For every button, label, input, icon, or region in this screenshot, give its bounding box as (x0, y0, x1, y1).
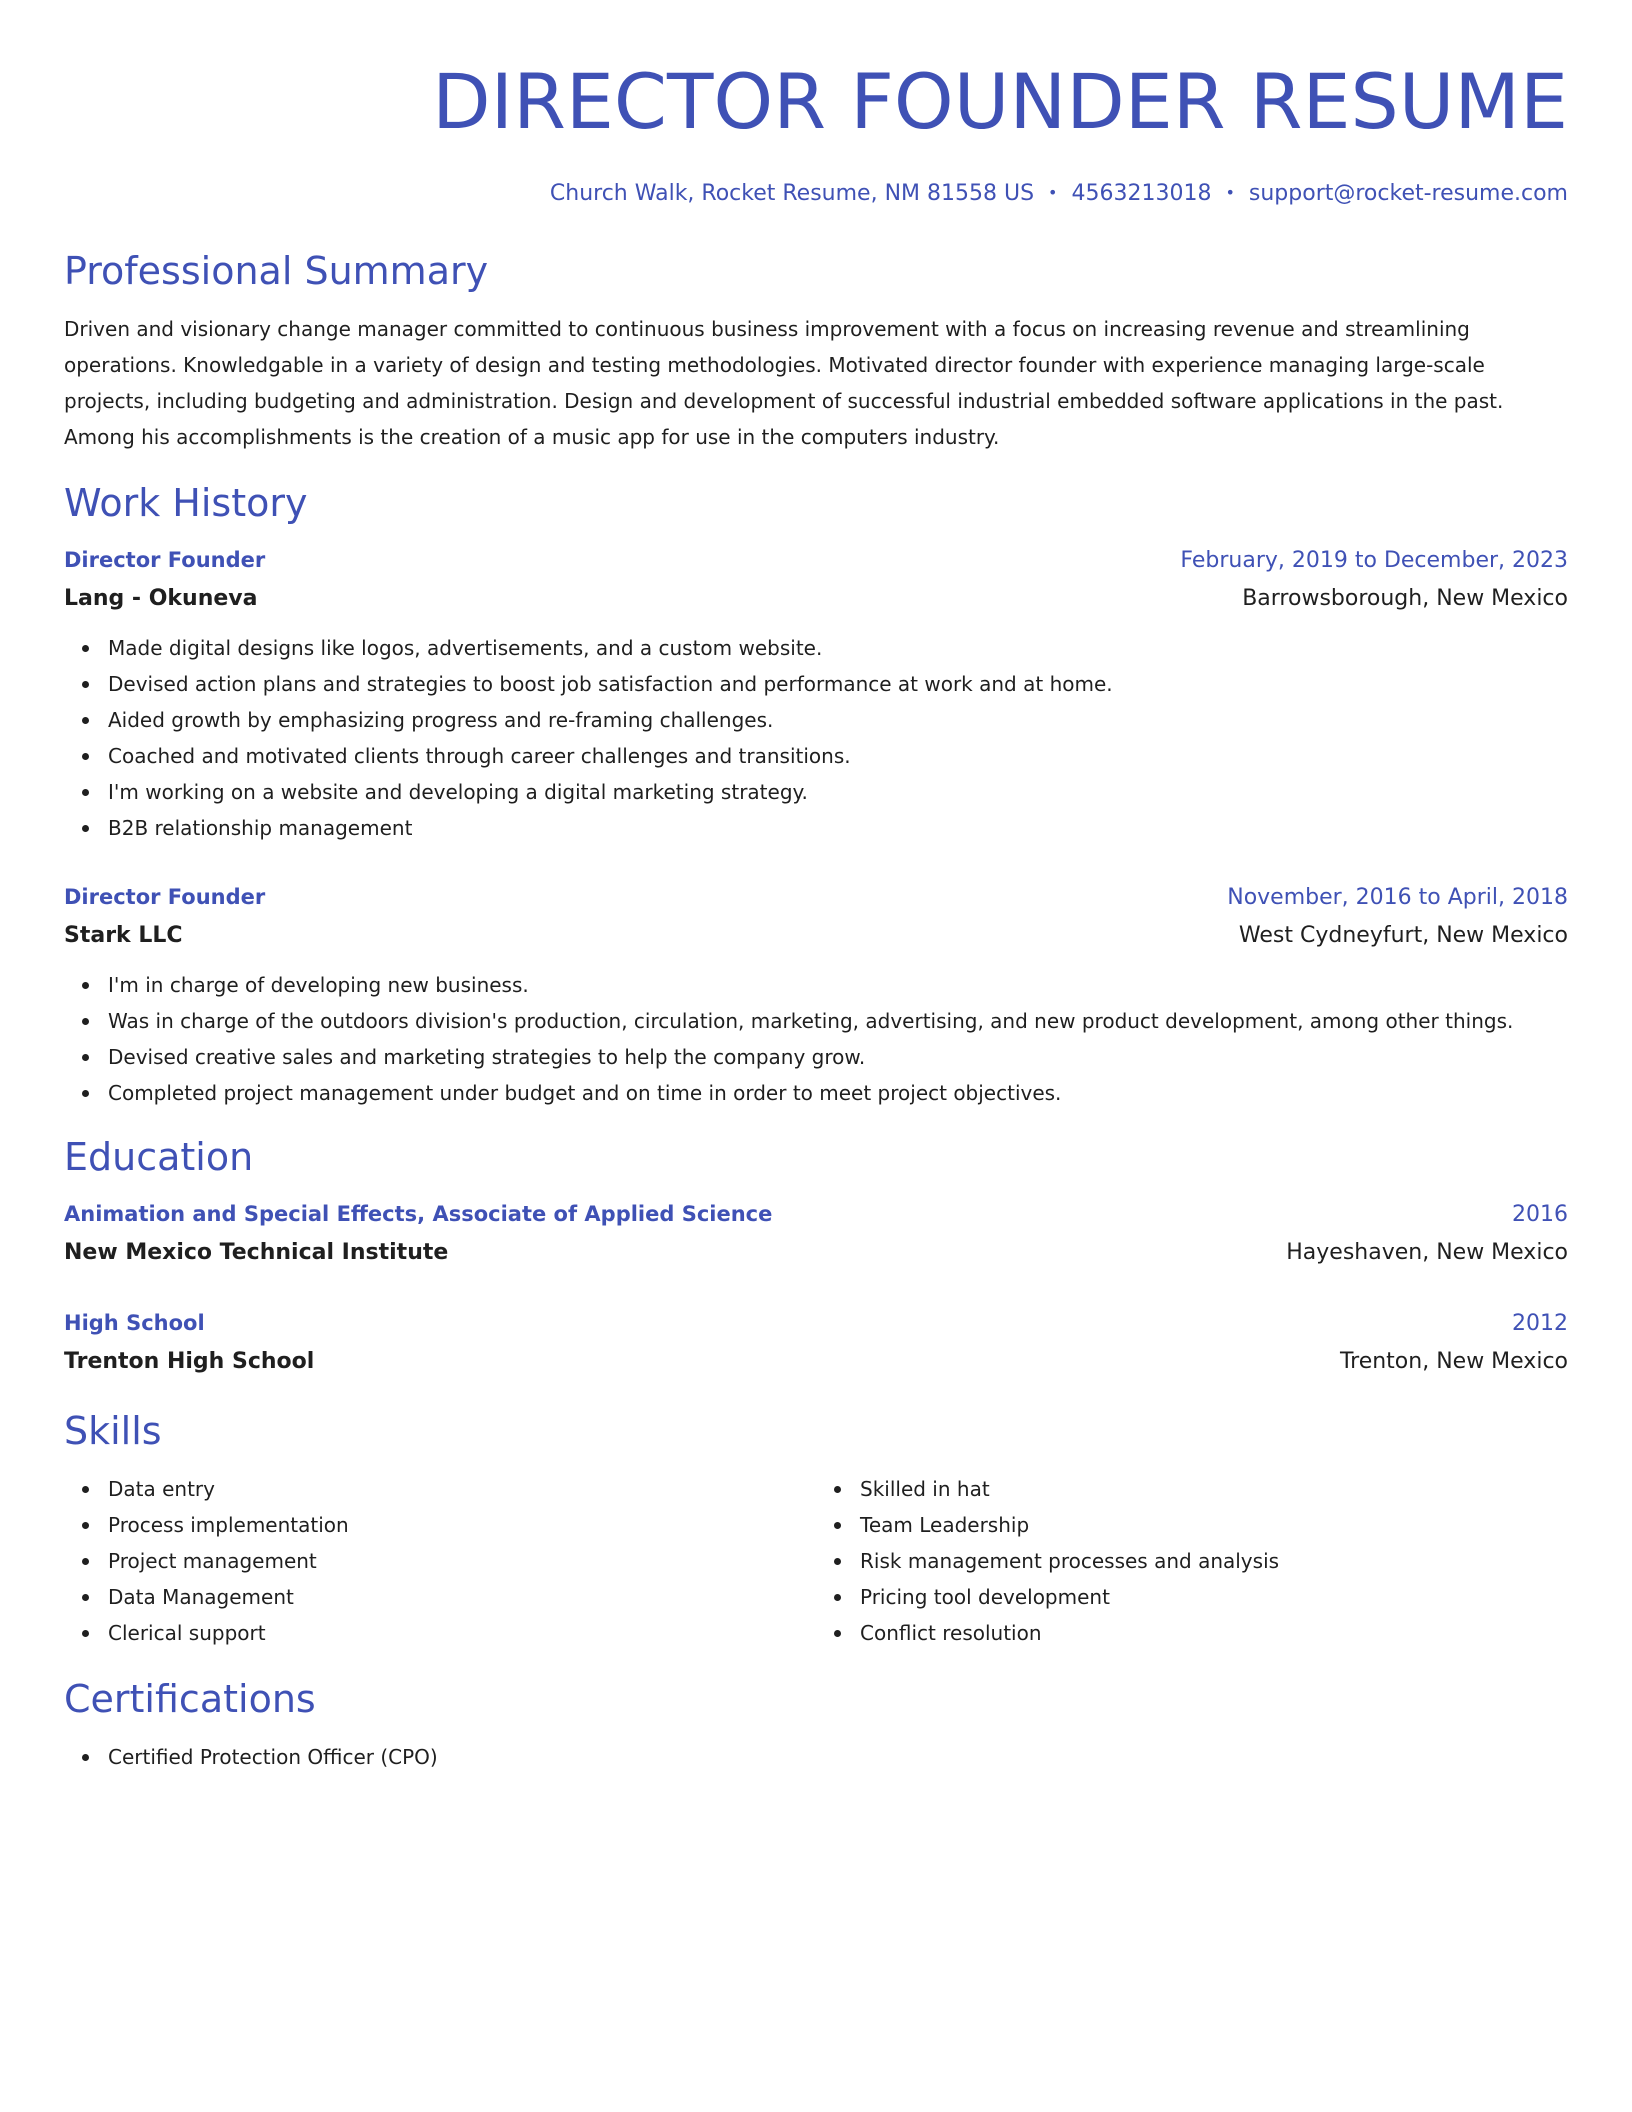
job-entry (64, 541, 1568, 846)
job-company-row (64, 580, 1568, 618)
job-role: Director Founder (64, 885, 266, 909)
skills-list-left (64, 1471, 816, 1651)
skills-grid (64, 1471, 1568, 1651)
separator-dot: • (1048, 183, 1058, 202)
job-bullet-list (64, 630, 1568, 846)
list-item: Was in charge of the outdoors division's production, circulation, marketing, advertising, and new product development, among other things. (108, 1003, 1568, 1039)
education-school-row (64, 1234, 1568, 1272)
list-item: Conflict resolution (860, 1615, 1568, 1651)
work-history-section (64, 479, 1568, 1111)
education-degree-row (64, 1304, 1568, 1343)
list-item: Certified Protection Officer (CPO) (108, 1739, 1568, 1775)
list-item: Coached and motivated clients through career challenges and transitions. (108, 738, 1568, 774)
summary-text: Driven and visionary change manager committed to continuous business improvement with a focus on increasing revenue and streamlining operations. Knowledgable in a variety of design and testing methodologies. Motivated director founder with experience managing large-scale projects, including budgeting and administration. Design and development of successful industrial embedded software applications in the past. Among his accomplishments is the creation of a music app for use in the computers industry. (64, 317, 1504, 449)
certifications-heading: Certifications (64, 1677, 316, 1721)
education-degree: Animation and Special Effects, Associate of Applied Science (64, 1202, 773, 1226)
summary-heading: Professional Summary (64, 249, 489, 293)
list-item: I'm working on a website and developing a digital marketing strategy. (108, 774, 1568, 810)
list-item: Pricing tool development (860, 1579, 1568, 1615)
job-title-row (64, 878, 1568, 917)
education-entry (64, 1304, 1568, 1381)
resume-name: DIRECTOR FOUNDER RESUME (432, 57, 1568, 146)
list-item: Made digital designs like logos, advertisements, and a custom website. (108, 630, 1568, 666)
job-location: West Cydneyfurt, New Mexico (1238, 923, 1568, 948)
education-entry (64, 1195, 1568, 1272)
certifications-section (64, 1675, 1568, 1775)
education-school: New Mexico Technical Institute (64, 1240, 449, 1265)
education-degree: High School (64, 1311, 205, 1335)
contact-line (64, 178, 1568, 209)
list-item: Project management (108, 1543, 816, 1579)
education-school: Trenton High School (64, 1349, 315, 1374)
email-link[interactable]: support@rocket-resume.com (1248, 181, 1568, 206)
education-location: Hayeshaven, New Mexico (1286, 1240, 1568, 1265)
work-history-heading: Work History (64, 481, 308, 525)
education-section (64, 1133, 1568, 1381)
education-year: 2012 (1512, 1311, 1568, 1336)
certifications-list (64, 1739, 1568, 1775)
skills-section (64, 1407, 1568, 1651)
job-role: Director Founder (64, 548, 266, 572)
list-item: Clerical support (108, 1615, 816, 1651)
phone-text: 4563213018 (1071, 181, 1212, 206)
list-item: Data entry (108, 1471, 816, 1507)
list-item: I'm in charge of developing new business. (108, 967, 1568, 1003)
list-item: Team Leadership (860, 1507, 1568, 1543)
job-entry (64, 878, 1568, 1111)
job-company-row (64, 917, 1568, 955)
list-item: B2B relationship management (108, 810, 1568, 846)
job-company: Lang - Okuneva (64, 586, 258, 611)
education-degree-row (64, 1195, 1568, 1234)
education-heading: Education (64, 1135, 254, 1179)
job-location: Barrowsborough, New Mexico (1242, 586, 1568, 611)
job-dates: February, 2019 to December, 2023 (1180, 548, 1568, 573)
list-item: Data Management (108, 1579, 816, 1615)
job-dates: November, 2016 to April, 2018 (1227, 885, 1568, 910)
job-title-row (64, 541, 1568, 580)
list-item: Devised creative sales and marketing strategies to help the company grow. (108, 1039, 1568, 1075)
address-text: Church Walk, Rocket Resume, NM 81558 US (549, 181, 1035, 206)
list-item: Aided growth by emphasizing progress and re-framing challenges. (108, 702, 1568, 738)
skills-heading: Skills (64, 1409, 162, 1453)
education-location: Trenton, New Mexico (1339, 1349, 1568, 1374)
resume-header (64, 52, 1568, 209)
list-item: Risk management processes and analysis (860, 1543, 1568, 1579)
separator-dot: • (1225, 183, 1235, 202)
summary-section (64, 247, 1568, 455)
list-item: Devised action plans and strategies to boost job satisfaction and performance at work and at home. (108, 666, 1568, 702)
skills-list-right (816, 1471, 1568, 1651)
list-item: Process implementation (108, 1507, 816, 1543)
education-school-row (64, 1343, 1568, 1381)
list-item: Skilled in hat (860, 1471, 1568, 1507)
job-bullet-list (64, 967, 1568, 1111)
job-company: Stark LLC (64, 923, 183, 948)
list-item: Completed project management under budget and on time in order to meet project objectives. (108, 1075, 1568, 1111)
education-year: 2016 (1512, 1202, 1568, 1227)
